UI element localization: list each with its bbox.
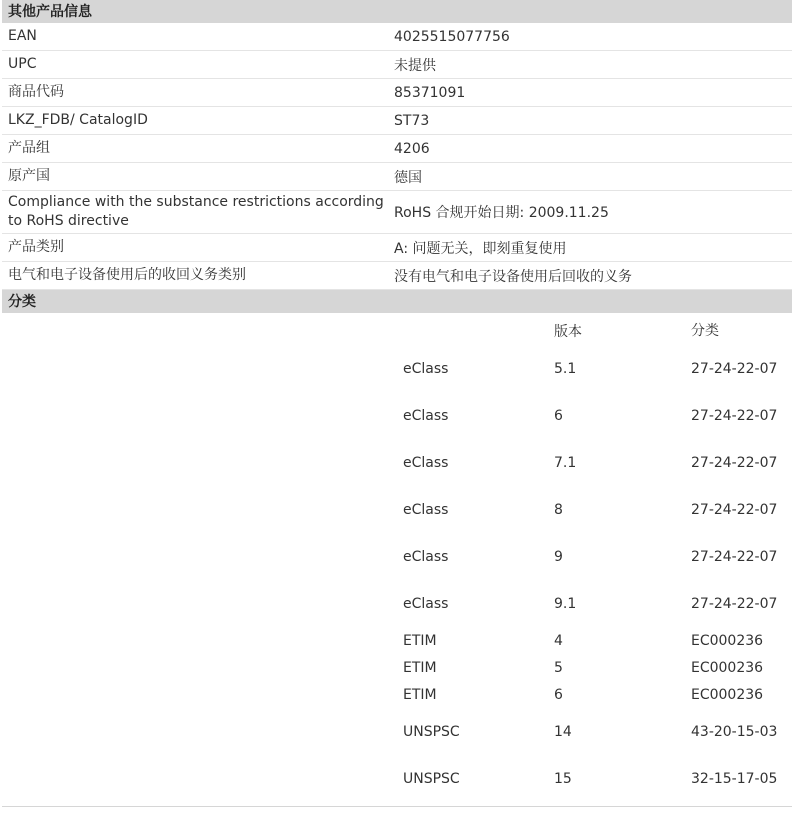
info-row-product-group [2,135,792,163]
class-code-cell: 27-24-22-07 [691,548,778,565]
system-cell: ETIM [403,686,437,703]
class-code-cell: 27-24-22-07 [691,360,778,377]
version-cell: 6 [554,686,563,703]
system-cell: UNSPSC [403,770,460,787]
system-cell: eClass [403,548,449,565]
table-row [2,439,792,486]
class-code-cell: EC000236 [691,632,764,649]
class-code-cell: EC000236 [691,659,764,676]
section-title-classification: 分类 [2,290,792,313]
info-row-country-of-origin [2,163,792,191]
version-cell: 7.1 [554,454,577,471]
info-row-upc [2,51,792,79]
info-row-catalog-id [2,107,792,135]
table-row [2,654,792,681]
table-row [2,486,792,533]
info-label: 原产国 [8,167,50,184]
class-code-cell: 32-15-17-05 [691,770,778,787]
system-cell: eClass [403,360,449,377]
info-value: A: 问题无关，即刻重复使用 [394,240,567,257]
info-value: 85371091 [394,84,466,101]
info-value: 没有电气和电子设备使用后回收的义务 [394,268,632,285]
table-row [2,580,792,627]
info-row-product-category [2,234,792,262]
system-cell: eClass [403,454,449,471]
info-value: 德国 [394,169,422,186]
system-cell: eClass [403,501,449,518]
system-cell: ETIM [403,632,437,649]
info-label: 产品组 [8,139,50,156]
info-label: 产品类别 [8,238,64,255]
product-info-page [2,0,792,807]
class-code-cell: 27-24-22-07 [691,407,778,424]
column-header-version: 版本 [554,324,582,340]
system-cell: ETIM [403,659,437,676]
info-label: 电气和电子设备使用后的收回义务类别 [8,266,246,283]
class-code-cell: 43-20-15-03 [691,723,778,740]
info-label: LKZ_FDB/ CatalogID [8,111,148,128]
info-label: EAN [8,27,37,44]
info-label: 商品代码 [8,83,64,100]
class-code-cell: EC000236 [691,686,764,703]
version-cell: 15 [554,770,572,787]
info-value: 4206 [394,140,430,157]
info-label: Compliance with the substance restrictions according to RoHS directive [8,193,384,229]
classification-header-row [2,313,792,345]
table-row [2,345,792,392]
info-row-ean [2,23,792,51]
version-cell: 8 [554,501,563,518]
info-row-rohs-compliance [2,191,792,234]
info-value: 4025515077756 [394,28,510,45]
table-row [2,392,792,439]
class-code-cell: 27-24-22-07 [691,454,778,471]
class-code-cell: 27-24-22-07 [691,595,778,612]
version-cell: 6 [554,407,563,424]
info-value: RoHS 合规开始日期: 2009.11.25 [394,205,609,221]
table-row [2,533,792,580]
version-cell: 5.1 [554,360,577,377]
class-code-cell: 27-24-22-07 [691,501,778,518]
classification-table [2,313,792,802]
info-row-weee-category [2,262,792,290]
system-cell: eClass [403,407,449,424]
table-row [2,681,792,708]
version-cell: 14 [554,723,572,740]
column-header-class: 分类 [691,323,719,339]
info-value: ST73 [394,112,430,129]
other-info-list [2,23,792,290]
system-cell: eClass [403,595,449,612]
version-cell: 9 [554,548,563,565]
version-cell: 9.1 [554,595,577,612]
version-cell: 4 [554,632,563,649]
section-title-other-info: 其他产品信息 [2,0,792,23]
info-value: 未提供 [394,57,436,74]
info-row-commodity-code [2,79,792,107]
table-bottom-divider [2,806,792,807]
table-row [2,627,792,654]
version-cell: 5 [554,659,563,676]
table-row [2,708,792,755]
system-cell: UNSPSC [403,723,460,740]
info-label: UPC [8,55,37,72]
table-row [2,755,792,802]
